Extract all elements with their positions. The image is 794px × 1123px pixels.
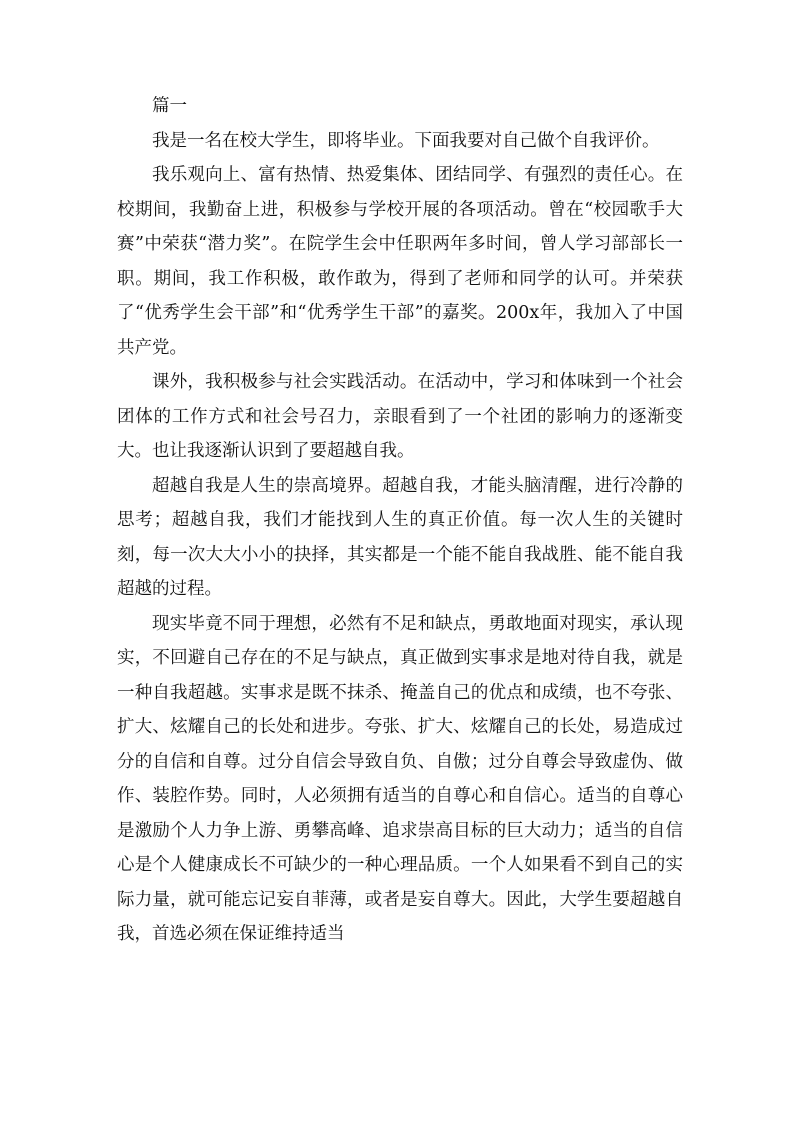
document-body xyxy=(117,89,683,952)
section-heading: 篇一 xyxy=(152,96,187,116)
paragraph-self-transcendence: 超越自我是人生的崇高境界。超越自我，才能头脑清醒，进行冷静的思考；超越自我，我们才能找到人生的真正价值。每一次人生的关键时刻，每一次大大小小的抉择，其实都是一个能不能自我战胜、能不能自我超越的过程。 xyxy=(117,475,683,599)
paragraph-personality: 我乐观向上、富有热情、热爱集体、团结同学、有强烈的责任心。在校期间，我勤奋上进，积极参与学校开展的各项活动。曾在“校园歌手大赛”中荣获“潜力奖”。在院学生会中任职两年多时间，曾人学习部部长一职。期间，我工作积极，敢作敢为，得到了老师和同学的认可。并荣获了“优秀学生会干部”和“优秀学生干部”的嘉奖。200x年，我加入了中国共产党。 xyxy=(117,165,683,358)
paragraph-social-practice: 课外，我积极参与社会实践活动。在活动中，学习和体味到一个社会团体的工作方式和社会号召力，亲眼看到了一个社团的影响力的逐渐变大。也让我逐渐认识到了要超越自我。 xyxy=(117,372,683,461)
paragraph-reality: 现实毕竟不同于理想，必然有不足和缺点，勇敢地面对现实，承认现实，不回避自己存在的不足与缺点，真正做到实事求是地对待自我，就是一种自我超越。实事求是既不抹杀、掩盖自己的优点和成绩，也不夸张、扩大、炫耀自己的长处和进步。夸张、扩大、炫耀自己的长处，易造成过分的自信和自尊。过分自信会导致自负、自傲；过分自尊会导致虚伪、做作、装腔作势。同时，人必须拥有适当的自尊心和自信心。适当的自尊心是激励个人力争上游、勇攀高峰、追求崇高目标的巨大动力；适当的自信心是个人健康成长不可缺少的一种心理品质。一个人如果看不到自己的实际力量，就可能忘记妄自菲薄，或者是妄自尊大。因此，大学生要超越自我，首选必须在保证维持适当 xyxy=(117,613,683,944)
paragraph-intro: 我是一名在校大学生，即将毕业。下面我要对自己做个自我评价。 xyxy=(152,130,660,151)
